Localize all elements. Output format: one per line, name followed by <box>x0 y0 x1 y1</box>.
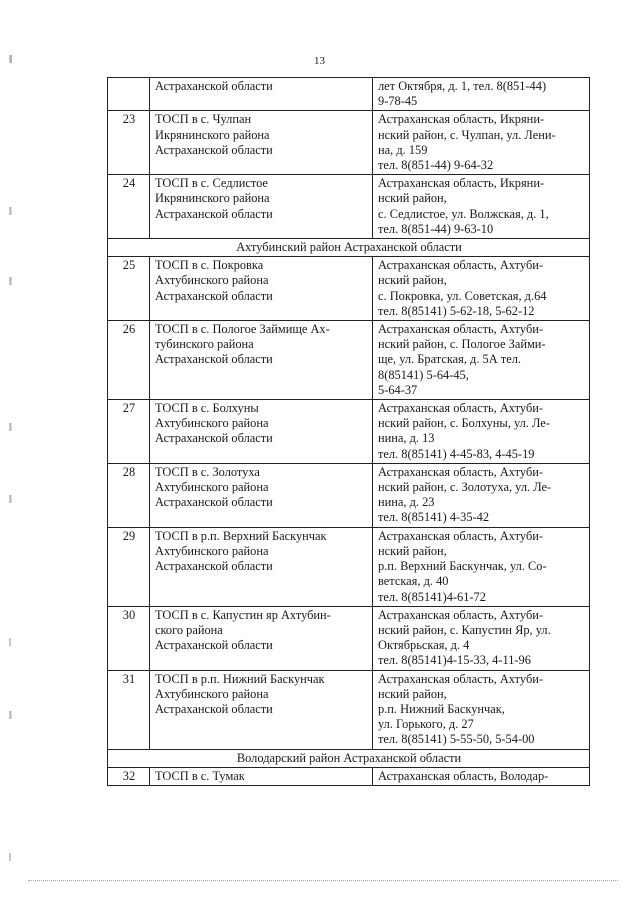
office-name-line: Астраханской области <box>155 288 273 303</box>
table-row <box>108 527 590 606</box>
office-name-line: Астраханской области <box>155 559 273 574</box>
address-cell <box>373 670 590 749</box>
office-name-line: Астраханской области <box>155 352 273 367</box>
address-line: ветская, д. 40 <box>378 574 449 589</box>
address-line: Астраханская область, Ахтуби- <box>378 258 544 273</box>
row-number: 31 <box>108 670 150 749</box>
address-cell <box>373 400 590 464</box>
office-name-line: ТОСП в с. Капустин яр Ахтубин- <box>155 607 331 622</box>
office-name-line: Ахтубинского района <box>155 543 269 558</box>
section-header-row <box>108 239 590 257</box>
scan-bottom-edge <box>28 880 618 881</box>
address-line: тел. 8(85141) 4-45-83, 4-45-19 <box>378 446 535 461</box>
margin-binding-mark: ||| <box>9 276 11 285</box>
registry-table-body <box>108 78 590 786</box>
table-row <box>108 175 590 239</box>
address-line: Астраханская область, Володар- <box>378 768 549 783</box>
office-name-line: ТОСП в с. Чулпан <box>155 112 252 127</box>
address-line: 9-78-45 <box>378 94 418 109</box>
address-line: нский район, с. Болхуны, ул. Ле- <box>378 416 550 431</box>
office-name-cell <box>150 400 373 464</box>
table-row <box>108 400 590 464</box>
page-number: 13 <box>314 55 325 67</box>
row-number: 23 <box>108 111 150 175</box>
office-name-line: Икрянинского района <box>155 127 270 142</box>
address-line: Астраханская область, Ахтуби- <box>378 322 544 337</box>
office-name-line: ТОСП в с. Пологое Займище Ах- <box>155 322 330 337</box>
address-line: ще, ул. Братская, д. 5А тел. <box>378 352 521 367</box>
office-name-cell <box>150 606 373 670</box>
address-line: р.п. Нижний Баскунчак, <box>378 701 505 716</box>
address-line: нина, д. 23 <box>378 495 435 510</box>
address-line: Октябрьская, д. 4 <box>378 638 470 653</box>
table-row <box>108 257 590 321</box>
office-name-line: ТОСП в р.п. Верхний Баскунчак <box>155 528 327 543</box>
office-name-cell <box>150 463 373 527</box>
address-line: нский район, с. Пологое Займи- <box>378 337 546 352</box>
office-name-cell <box>150 670 373 749</box>
office-name-cell <box>150 175 373 239</box>
address-line: нский район, с. Золотуха, ул. Ле- <box>378 480 552 495</box>
row-number: 29 <box>108 527 150 606</box>
address-line: тел. 8(851-44) 9-64-32 <box>378 158 494 173</box>
address-line: Астраханская область, Икряни- <box>378 176 545 191</box>
address-cell <box>373 257 590 321</box>
address-line: ул. Горького, д. 27 <box>378 717 474 732</box>
address-line: 8(85141) 5-64-45, <box>378 367 469 382</box>
address-cell <box>373 463 590 527</box>
office-name-line: ТОСП в р.п. Нижний Баскунчак <box>155 671 325 686</box>
row-number: 30 <box>108 606 150 670</box>
address-cell <box>373 111 590 175</box>
address-line: тел. 8(851-44) 9-63-10 <box>378 221 494 236</box>
address-line: нский район, <box>378 191 447 206</box>
office-name-cell <box>150 321 373 400</box>
table-row <box>108 767 590 785</box>
address-line: нский район, с. Чулпан, ул. Лени- <box>378 127 556 142</box>
margin-binding-mark: |||| <box>9 54 12 63</box>
office-name-line: Астраханской области <box>155 79 273 93</box>
address-line: нский район, <box>378 273 447 288</box>
office-name-line: Астраханской области <box>155 142 273 157</box>
address-line: 5-64-37 <box>378 382 418 397</box>
address-line: с. Седлистое, ул. Волжская, д. 1, <box>378 206 549 221</box>
registry-table <box>107 77 590 786</box>
row-number: 24 <box>108 175 150 239</box>
address-line: на, д. 159 <box>378 142 428 157</box>
section-title: Володарский район Астраханской области <box>108 749 590 767</box>
office-name-line: ТОСП в с. Тумак <box>155 768 245 783</box>
address-line: с. Покровка, ул. Советская, д.64 <box>378 288 547 303</box>
address-line: Астраханская область, Ахтуби- <box>378 401 544 416</box>
row-number: 26 <box>108 321 150 400</box>
address-line: лет Октября, д. 1, тел. 8(851-44) <box>378 79 547 93</box>
address-line: тел. 8(85141)4-15-33, 4-11-96 <box>378 653 531 668</box>
row-number: 32 <box>108 767 150 785</box>
office-name-line: Астраханской области <box>155 206 273 221</box>
section-header-row <box>108 749 590 767</box>
address-cell <box>373 78 590 111</box>
table-row <box>108 321 590 400</box>
office-name-line: ТОСП в с. Болхуны <box>155 401 259 416</box>
margin-binding-mark: ||| <box>9 710 11 719</box>
office-name-line: ского района <box>155 622 223 637</box>
address-line: р.п. Верхний Баскунчак, ул. Со- <box>378 559 547 574</box>
row-number: 27 <box>108 400 150 464</box>
office-name-line: ТОСП в с. Покровка <box>155 258 264 273</box>
margin-binding-mark: ||| <box>9 206 11 215</box>
address-line: нский район, <box>378 686 447 701</box>
table-row <box>108 78 590 111</box>
address-line: Астраханская область, Ахтуби- <box>378 607 544 622</box>
table-row <box>108 111 590 175</box>
section-title: Ахтубинский район Астраханской области <box>108 239 590 257</box>
address-cell <box>373 527 590 606</box>
office-name-cell <box>150 767 373 785</box>
address-cell <box>373 321 590 400</box>
address-line: нский район, <box>378 543 447 558</box>
office-name-cell <box>150 78 373 111</box>
margin-binding-mark: || <box>9 852 11 861</box>
address-line: тел. 8(85141) 4-35-42 <box>378 510 490 525</box>
address-cell <box>373 606 590 670</box>
row-number: 25 <box>108 257 150 321</box>
office-name-line: Астраханской области <box>155 701 273 716</box>
address-line: тел. 8(85141) 5-62-18, 5-62-12 <box>378 303 535 318</box>
office-name-line: Ахтубинского района <box>155 480 269 495</box>
table-row <box>108 670 590 749</box>
margin-binding-mark: ||| <box>9 422 11 431</box>
office-name-cell <box>150 111 373 175</box>
office-name-line: Ахтубинского района <box>155 273 269 288</box>
office-name-line: Астраханской области <box>155 638 273 653</box>
office-name-line: ТОСП в с. Золотуха <box>155 464 260 479</box>
margin-binding-mark: || <box>9 637 11 646</box>
address-line: тел. 8(85141)4-61-72 <box>378 589 486 604</box>
address-cell <box>373 175 590 239</box>
office-name-line: Астраханской области <box>155 495 273 510</box>
office-name-line: ТОСП в с. Седлистое <box>155 176 268 191</box>
address-cell <box>373 767 590 785</box>
office-name-cell <box>150 527 373 606</box>
row-number: 28 <box>108 463 150 527</box>
table-row <box>108 463 590 527</box>
office-name-line: тубинского района <box>155 337 254 352</box>
address-line: Астраханская область, Ахтуби- <box>378 671 544 686</box>
margin-binding-mark: ||| <box>9 494 11 503</box>
address-line: нский район, с. Капустин Яр, ул. <box>378 622 551 637</box>
address-line: Астраханская область, Ахтуби- <box>378 528 544 543</box>
office-name-cell <box>150 257 373 321</box>
office-name-line: Икрянинского района <box>155 191 270 206</box>
address-line: тел. 8(85141) 5-55-50, 5-54-00 <box>378 732 535 747</box>
address-line: Астраханская область, Икряни- <box>378 112 545 127</box>
address-line: Астраханская область, Ахтуби- <box>378 464 544 479</box>
office-name-line: Ахтубинского района <box>155 686 269 701</box>
office-name-line: Астраханской области <box>155 431 273 446</box>
office-name-line: Ахтубинского района <box>155 416 269 431</box>
address-line: нина, д. 13 <box>378 431 435 446</box>
row-number <box>108 78 150 111</box>
table-row <box>108 606 590 670</box>
